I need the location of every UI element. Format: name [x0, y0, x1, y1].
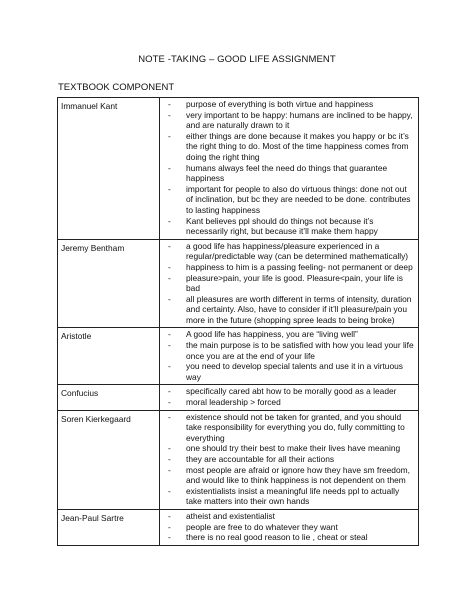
table-row [58, 410, 419, 509]
list-item: - humans always feel the need do things that guarantee happiness [163, 163, 415, 184]
notes-list [163, 386, 415, 407]
list-item: - existence should not be taken for granted, and you should take responsibility for everything you do, fully committing to everything [163, 412, 415, 444]
philosopher-name: Jean-Paul Sartre [58, 509, 160, 545]
table-row [58, 239, 419, 328]
list-item: - Kant believes ppl should do things not because it’s necessarily right, but because it’ll make them happy [163, 216, 415, 237]
notes-list [163, 99, 415, 237]
list-item: - specifically cared abt how to be morally good as a leader [163, 386, 415, 397]
list-item: - one should try their best to make their lives have meaning [163, 443, 415, 454]
notes-cell [160, 410, 419, 509]
table-row [58, 328, 419, 385]
philosopher-name: Aristotle [58, 328, 160, 385]
list-item: - moral leadership > forced [163, 397, 415, 408]
list-item: - a good life has happiness/pleasure experienced in a regular/predictable way (can be determined mathematically) [163, 241, 415, 262]
list-item: - pleasure>pain, your life is good. Pleasure<pain, your life is bad [163, 273, 415, 294]
notes-list [163, 511, 415, 543]
list-item: - the main purpose is to be satisfied with how you lead your life once you are at the end of your life [163, 340, 415, 361]
list-item: - important for people to also do virtuous things: done not out of inclination, but bc they are needed to be done. contributes to lasting happiness [163, 184, 415, 216]
notes-list [163, 412, 415, 507]
list-item: - you need to develop special talents and use it in a virtuous way [163, 361, 415, 382]
table-body [58, 98, 419, 546]
notes-cell [160, 385, 419, 410]
philosopher-name: Soren Kierkegaard [58, 410, 160, 509]
list-item: - happiness to him is a passing feeling- not permanent or deep [163, 262, 415, 273]
notes-cell [160, 98, 419, 240]
list-item: - existentialists insist a meaningful life needs ppl to actually take matters into their own hands [163, 486, 415, 507]
list-item: - all pleasures are worth different in terms of intensity, duration and certainty. Also, have to consider if it’ll pleasure/pain you more in the future (shopping spree leads to being broke) [163, 294, 415, 326]
table-row [58, 509, 419, 545]
notes-cell [160, 328, 419, 385]
section-heading: TEXTBOOK COMPONENT [58, 82, 175, 93]
list-item: - most people are afraid or ignore how they have sm freedom, and would like to think happiness is not dependent on them [163, 465, 415, 486]
table-row [58, 98, 419, 240]
list-item: - either things are done because it makes you happy or bc it’s the right thing to do. Most of the time happiness comes from doing the right thing [163, 131, 415, 163]
notes-list [163, 241, 415, 326]
list-item: - purpose of everything is both virtue and happiness [163, 99, 415, 110]
table-row [58, 385, 419, 410]
list-item: - very important to be happy: humans are inclined to be happy, and are naturally drawn to it [163, 110, 415, 131]
list-item: - atheist and existentialist [163, 511, 415, 522]
list-item: - there is no real good reason to lie , cheat or steal [163, 532, 415, 543]
list-item: - they are accountable for all their actions [163, 454, 415, 465]
list-item: - people are free to do whatever they want [163, 522, 415, 533]
philosopher-name: Jeremy Bentham [58, 239, 160, 328]
list-item: - A good life has happiness, you are “living well” [163, 329, 415, 340]
notes-cell [160, 509, 419, 545]
document-title: NOTE -TAKING – GOOD LIFE ASSIGNMENT [138, 54, 336, 65]
notes-cell [160, 239, 419, 328]
notes-list [163, 329, 415, 382]
philosopher-name: Confucius [58, 385, 160, 410]
philosophers-table [57, 97, 419, 546]
philosopher-name: Immanuel Kant [58, 98, 160, 240]
